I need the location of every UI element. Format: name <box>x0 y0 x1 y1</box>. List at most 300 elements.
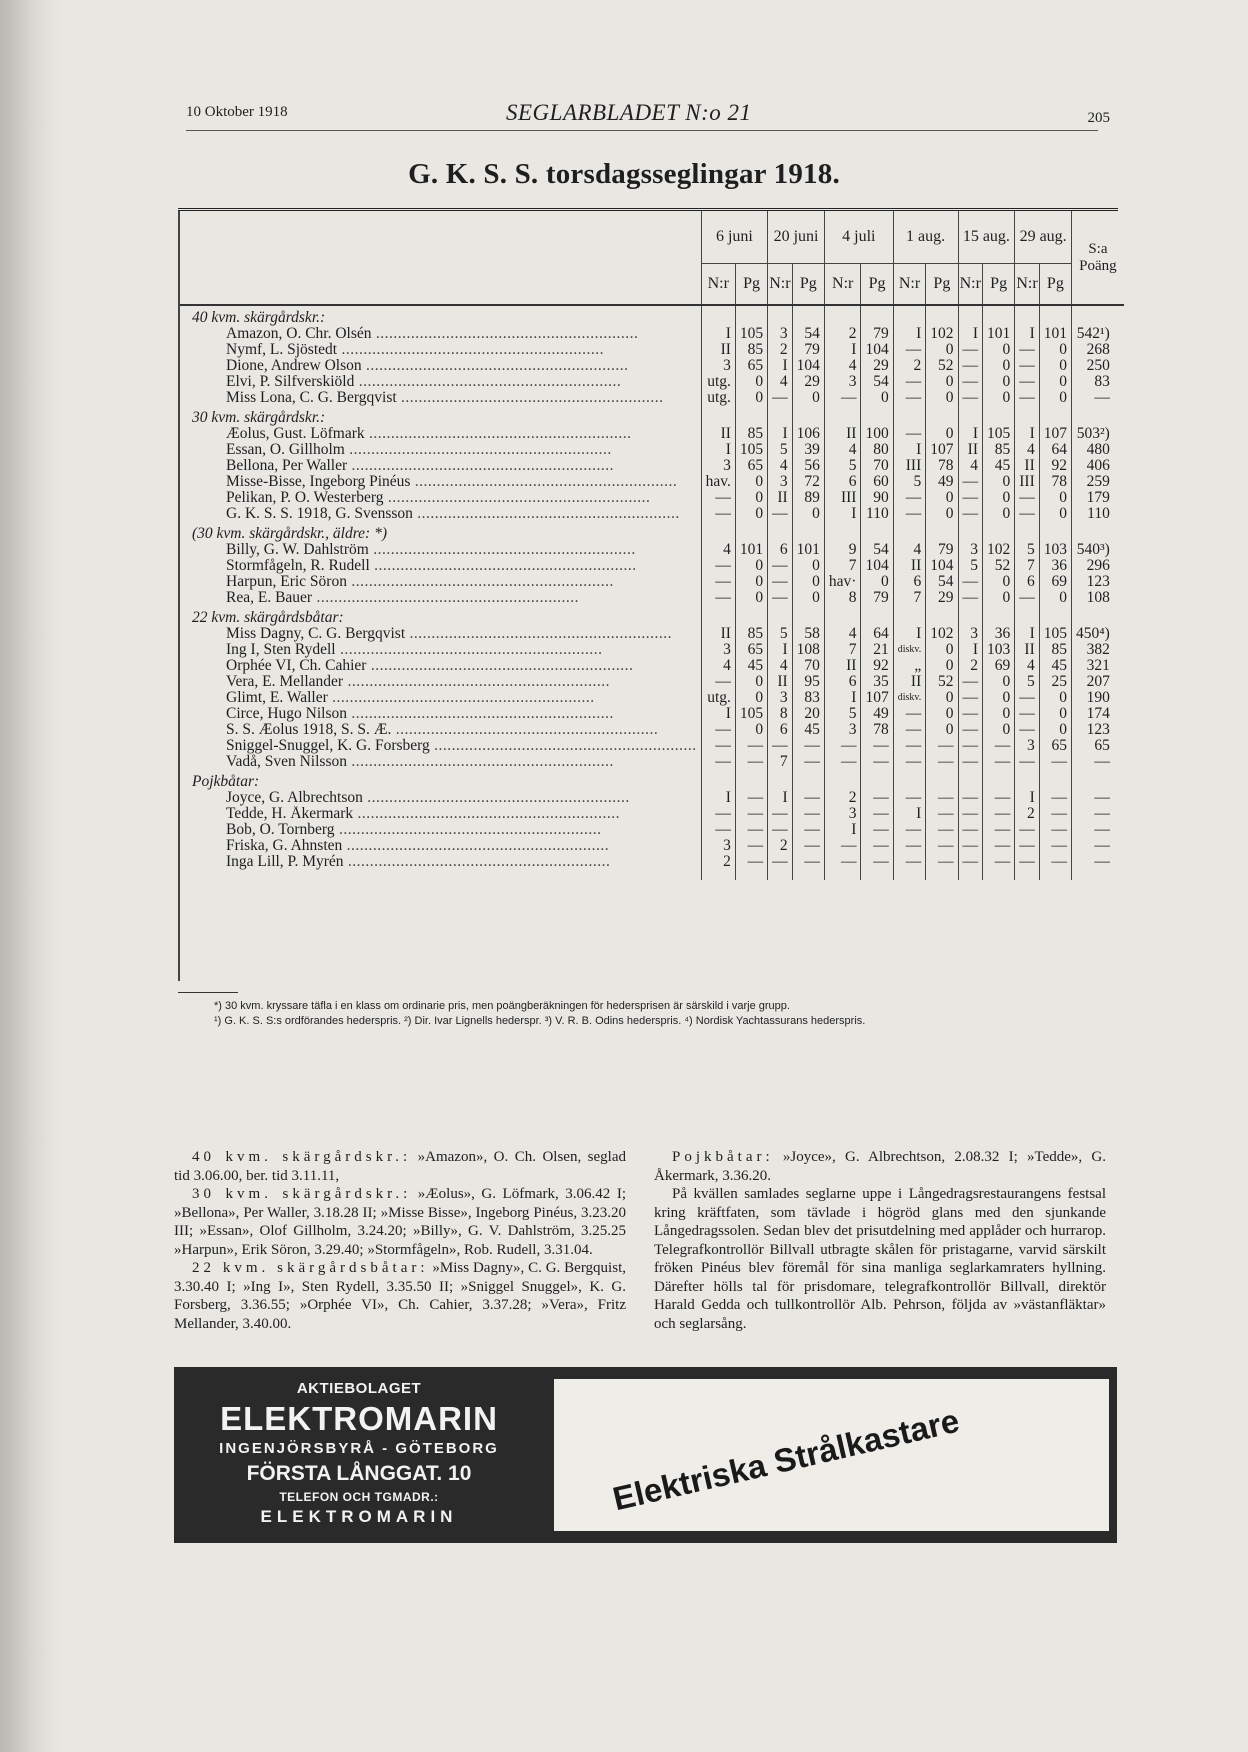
points-cell: 70 <box>792 658 824 674</box>
points-cell: — <box>861 838 893 854</box>
placing-cell: — <box>1015 722 1040 738</box>
article-column-right <box>654 1148 1106 1333</box>
empty-cell <box>792 770 824 790</box>
points-cell: 79 <box>792 342 824 358</box>
points-cell: 65 <box>735 642 767 658</box>
points-cell: 64 <box>1039 442 1071 458</box>
leader-dots: ............................................................ <box>369 558 637 574</box>
boat-owner-name: Harpun, Eric Söron <box>226 574 347 590</box>
empty-cell <box>792 522 824 542</box>
placing-cell: — <box>893 490 926 506</box>
class-group-row <box>178 305 1124 326</box>
points-cell: 0 <box>926 722 958 738</box>
points-cell: — <box>983 738 1015 754</box>
placing-cell: I <box>1015 326 1040 342</box>
points-cell: 104 <box>926 558 958 574</box>
points-cell: 0 <box>792 558 824 574</box>
empty-cell <box>983 522 1015 542</box>
paragraph-lead: Pojkbåtar: <box>672 1149 774 1165</box>
placing-cell: — <box>701 574 735 590</box>
points-cell: 0 <box>983 390 1015 406</box>
placing-cell: utg. <box>701 374 735 390</box>
boat-owner-cell <box>178 490 701 506</box>
points-cell: — <box>926 854 958 870</box>
boat-owner-cell <box>178 674 701 690</box>
points-cell: 102 <box>926 626 958 642</box>
placing-cell: diskv. <box>893 642 926 658</box>
class-group-label: 40 kvm. skärgårdskr.: <box>192 309 326 326</box>
placing-cell: 3 <box>1015 738 1040 754</box>
points-cell: 72 <box>792 474 824 490</box>
pg-header: Pg <box>792 264 824 306</box>
points-cell: 0 <box>926 374 958 390</box>
placing-cell: 3 <box>768 326 793 342</box>
placing-cell: — <box>958 358 983 374</box>
empty-cell <box>1015 522 1040 542</box>
table-row <box>178 490 1124 506</box>
placing-cell: II <box>768 490 793 506</box>
total-points-cell: 108 <box>1072 590 1124 606</box>
boat-owner-cell <box>178 390 701 406</box>
placing-cell: — <box>1015 506 1040 522</box>
table-row <box>178 674 1124 690</box>
boat-owner-name: Pelikan, P. O. Westerberg <box>226 490 384 506</box>
footnote-rule <box>178 992 238 993</box>
placing-cell: 4 <box>768 458 793 474</box>
points-cell: 0 <box>926 706 958 722</box>
empty-cell <box>958 406 983 426</box>
placing-cell: — <box>958 854 983 870</box>
points-cell: — <box>1039 806 1071 822</box>
placing-cell: 7 <box>768 754 793 770</box>
placing-cell: — <box>893 738 926 754</box>
total-points-cell: 382 <box>1072 642 1124 658</box>
points-cell: 0 <box>983 342 1015 358</box>
points-cell: 90 <box>861 490 893 506</box>
placing-cell: — <box>1015 754 1040 770</box>
points-cell: 89 <box>792 490 824 506</box>
points-cell: — <box>735 822 767 838</box>
total-points-cell: 83 <box>1072 374 1124 390</box>
placing-cell: — <box>768 822 793 838</box>
boat-owner-cell <box>178 542 701 558</box>
points-cell: 0 <box>983 474 1015 490</box>
placing-cell: I <box>701 706 735 722</box>
empty-cell <box>768 770 793 790</box>
placing-cell: III <box>824 490 861 506</box>
leader-dots: ............................................................ <box>410 474 678 490</box>
leader-dots: ............................................................ <box>383 490 651 506</box>
boat-owner-name: Vera, E. Mellander <box>226 674 344 690</box>
empty-cell <box>893 522 926 542</box>
points-cell: 107 <box>861 690 893 706</box>
placing-cell: — <box>958 706 983 722</box>
table-row <box>178 390 1124 406</box>
pg-header: Pg <box>983 264 1015 306</box>
points-cell: 29 <box>926 590 958 606</box>
placing-cell: — <box>1015 838 1040 854</box>
empty-cell <box>983 606 1015 626</box>
points-cell: 0 <box>735 374 767 390</box>
total-points-cell: 268 <box>1072 342 1124 358</box>
points-cell: 107 <box>1039 426 1071 442</box>
boat-owner-cell <box>178 642 701 658</box>
placing-cell: — <box>893 426 926 442</box>
points-cell: 0 <box>926 642 958 658</box>
article-paragraph <box>174 1148 626 1185</box>
leader-dots: ............................................................ <box>361 358 629 374</box>
empty-cell <box>861 305 893 326</box>
placing-cell: — <box>958 822 983 838</box>
empty-cell <box>1072 305 1124 326</box>
placing-cell: — <box>893 838 926 854</box>
placing-cell: II <box>701 342 735 358</box>
date-header: 1 aug. <box>893 211 958 264</box>
table-row <box>178 738 1124 754</box>
total-points-cell: 259 <box>1072 474 1124 490</box>
placing-cell: 6 <box>824 674 861 690</box>
empty-cell <box>701 522 735 542</box>
boat-owner-name: Misse-Bisse, Ingeborg Pinéus <box>226 474 411 490</box>
leader-dots: ............................................................ <box>343 674 610 690</box>
empty-cell <box>824 406 861 426</box>
points-cell: 56 <box>792 458 824 474</box>
leader-dots: ............................................................ <box>334 822 602 838</box>
points-cell: 49 <box>926 474 958 490</box>
total-points-cell: 207 <box>1072 674 1124 690</box>
placing-cell: — <box>768 558 793 574</box>
points-cell: 0 <box>1039 590 1071 606</box>
placing-cell: I <box>1015 426 1040 442</box>
table-row <box>178 822 1124 838</box>
points-cell: 0 <box>861 390 893 406</box>
total-points-cell: 123 <box>1072 574 1124 590</box>
total-points-cell: — <box>1072 754 1124 770</box>
points-cell: 45 <box>1039 658 1071 674</box>
placing-cell: II <box>893 558 926 574</box>
nr-header: N:r <box>1015 264 1040 306</box>
placing-cell: — <box>824 390 861 406</box>
advertisement-elektromarin <box>174 1367 544 1543</box>
placing-cell: — <box>1015 342 1040 358</box>
points-cell: 100 <box>861 426 893 442</box>
empty-cell <box>824 770 861 790</box>
boat-owner-name: Bob, O. Tornberg <box>226 822 335 838</box>
points-cell: 0 <box>735 590 767 606</box>
results-body <box>178 305 1124 880</box>
empty-cell <box>1015 406 1040 426</box>
boat-owner-name: Billy, G. W. Dahlström <box>226 542 369 558</box>
placing-cell: utg. <box>701 390 735 406</box>
leader-dots: ............................................................ <box>346 754 614 770</box>
points-cell: 54 <box>926 574 958 590</box>
placing-cell: 4 <box>768 658 793 674</box>
class-group-row <box>178 770 1124 790</box>
publication-title: SEGLARBLADET N:o 21 <box>506 100 752 125</box>
table-row <box>178 590 1124 606</box>
placing-cell: — <box>701 674 735 690</box>
empty-cell <box>792 406 824 426</box>
points-cell: 0 <box>792 590 824 606</box>
table-row <box>178 690 1124 706</box>
boat-owner-cell <box>178 590 701 606</box>
boat-owner-cell <box>178 838 701 854</box>
boat-owner-cell <box>178 706 701 722</box>
empty-cell <box>824 522 861 542</box>
placing-cell: — <box>893 854 926 870</box>
points-cell: — <box>983 822 1015 838</box>
points-cell: 36 <box>983 626 1015 642</box>
table-row <box>178 854 1124 870</box>
empty-cell <box>893 606 926 626</box>
ad-telephone-label: TELEFON OCH TGMADR.: <box>279 1490 439 1504</box>
placing-cell: — <box>701 754 735 770</box>
boat-owner-name: Glimt, E. Waller <box>226 690 328 706</box>
empty-cell <box>701 606 735 626</box>
advertisement-searchlights <box>544 1367 1117 1543</box>
points-cell: 104 <box>861 342 893 358</box>
placing-cell: II <box>768 674 793 690</box>
points-cell: — <box>983 790 1015 806</box>
paragraph-text: »Æolus», G. Löfmark, 3.06.42 I; »Bellona», Per Waller, 3.18.28 II; »Misse Bisse», Ingeborg Pinéus, 3.23.20 III; »Essan», Olof Gillholm, 3.24.20; »Billy», G. V. Dahlström, 3.25.25 »Harpun», Erik Söron, 3.29.40; »Stormfågeln», Rob. Rudell, 3.31.04. <box>174 1186 626 1258</box>
empty-cell <box>824 305 861 326</box>
points-cell: 0 <box>1039 374 1071 390</box>
ad-telegram-address: ELEKTROMARIN <box>260 1507 458 1526</box>
date-header: 6 juni <box>701 211 768 264</box>
boat-owner-cell <box>178 342 701 358</box>
boat-owner-name: Joyce, G. Albrechtson <box>226 790 363 806</box>
empty-cell <box>1039 305 1071 326</box>
points-cell: 108 <box>792 642 824 658</box>
points-cell: 52 <box>983 558 1015 574</box>
placing-cell: 3 <box>824 806 861 822</box>
empty-cell <box>792 870 824 880</box>
boat-owner-name: Nymf, L. Sjöstedt <box>226 342 338 358</box>
class-group-row <box>178 406 1124 426</box>
points-cell: 78 <box>926 458 958 474</box>
boat-owner-name: Miss Dagny, C. G. Bergqvist <box>226 626 406 642</box>
placing-cell: 5 <box>1015 542 1040 558</box>
placing-cell: III <box>1015 474 1040 490</box>
placing-cell: 2 <box>824 790 861 806</box>
table-row <box>178 426 1124 442</box>
points-cell: 83 <box>792 690 824 706</box>
boat-owner-name: G. K. S. S. 1918, G. Svensson <box>226 506 413 522</box>
placing-cell: — <box>958 590 983 606</box>
placing-cell: 7 <box>824 642 861 658</box>
empty-cell <box>861 406 893 426</box>
pg-header: Pg <box>735 264 767 306</box>
placing-cell: — <box>768 806 793 822</box>
placing-cell: „ <box>893 658 926 674</box>
placing-cell: 4 <box>701 658 735 674</box>
placing-cell: — <box>958 790 983 806</box>
total-points-cell: 406 <box>1072 458 1124 474</box>
points-cell: — <box>861 790 893 806</box>
points-cell: 0 <box>861 574 893 590</box>
placing-cell: I <box>768 642 793 658</box>
placing-cell: 3 <box>701 458 735 474</box>
points-cell: 0 <box>735 722 767 738</box>
empty-cell <box>1039 406 1071 426</box>
paragraph-text: På kvällen samlades seglarne uppe i Långedragsrestaurangens festsal kring kräftfaten, som tävlade i högröd glans med den sjunkande Långedragssolen. Sedan blev det prisutdelning med applåder och hurrarop. Telegrafkontrollör Billvall utbragte skålen för pristagarne, varvid särskilt fröken Pinéus blev föremål för sina manliga seglarkamraters hyllning. Därefter hölls tal för prisdomare, telegrafkontrollör Billvall, direktör Harald Gedda och tullkontrollör Alb. Pehrson, följda av »västanfläktar» och seglarsång. <box>654 1186 1106 1332</box>
table-row <box>178 542 1124 558</box>
placing-cell: — <box>958 722 983 738</box>
class-group-label: (30 kvm. skärgårdskr., äldre: *) <box>192 525 388 542</box>
empty-cell <box>926 770 958 790</box>
placing-cell: II <box>1015 642 1040 658</box>
placing-cell: I <box>824 822 861 838</box>
placing-cell: 4 <box>893 542 926 558</box>
leader-dots: ............................................................ <box>412 506 680 522</box>
empty-cell <box>861 606 893 626</box>
ad-panel <box>554 1379 1109 1531</box>
points-cell: 0 <box>983 358 1015 374</box>
placing-cell: — <box>958 738 983 754</box>
empty-cell <box>768 305 793 326</box>
placing-cell: 4 <box>701 542 735 558</box>
points-cell: — <box>735 854 767 870</box>
empty-cell <box>1072 406 1124 426</box>
placing-cell: 3 <box>701 358 735 374</box>
placing-cell: — <box>893 722 926 738</box>
placing-cell: I <box>824 342 861 358</box>
points-cell: 105 <box>983 426 1015 442</box>
total-points-cell: 65 <box>1072 738 1124 754</box>
total-points-cell: 190 <box>1072 690 1124 706</box>
placing-cell: diskv. <box>893 690 926 706</box>
total-points-cell: 503²) <box>1072 426 1124 442</box>
points-cell: 0 <box>735 474 767 490</box>
points-cell: — <box>983 754 1015 770</box>
total-points-cell: — <box>1072 806 1124 822</box>
points-cell: — <box>983 838 1015 854</box>
boat-owner-cell <box>178 790 701 806</box>
points-cell: 105 <box>735 442 767 458</box>
points-cell: 0 <box>1039 358 1071 374</box>
points-cell: 29 <box>861 358 893 374</box>
points-cell: 78 <box>861 722 893 738</box>
placing-cell: II <box>701 426 735 442</box>
placing-cell: I <box>958 426 983 442</box>
empty-cell <box>1039 770 1071 790</box>
boat-owner-name: Dione, Andrew Olson <box>226 358 362 374</box>
nr-header: N:r <box>893 264 926 306</box>
points-cell: 54 <box>792 326 824 342</box>
placing-cell: 4 <box>958 458 983 474</box>
empty-cell <box>958 606 983 626</box>
leader-dots: ............................................................ <box>353 806 621 822</box>
empty-cell <box>824 606 861 626</box>
empty-cell <box>958 870 983 880</box>
placing-cell: 2 <box>701 854 735 870</box>
points-cell: 0 <box>1039 490 1071 506</box>
points-cell: 36 <box>1039 558 1071 574</box>
leader-dots: ............................................................ <box>342 838 610 854</box>
total-points-cell: 110 <box>1072 506 1124 522</box>
placing-cell: 3 <box>824 722 861 738</box>
placing-cell: III <box>893 458 926 474</box>
paragraph-text: »Miss Dagny», C. G. Bergquist, 3.30.40 I; »Ing I», Sten Rydell, 3.35.50 II; »Sniggel Snuggel», K. G. Forsberg, 3.36.55; »Orphée VI», Ch. Cahier, 3.37.28; »Vera», Fritz Mellander, 3.40.00. <box>174 1260 626 1332</box>
points-cell: 95 <box>792 674 824 690</box>
empty-cell <box>1072 770 1124 790</box>
leader-dots: ............................................................ <box>362 790 630 806</box>
points-cell: — <box>792 838 824 854</box>
boat-owner-cell <box>178 738 701 754</box>
points-cell: 0 <box>735 674 767 690</box>
empty-cell <box>926 522 958 542</box>
ad-company-desc: INGENJÖRSBYRÅ - GÖTEBORG <box>219 1440 499 1457</box>
empty-cell <box>1015 305 1040 326</box>
points-cell: 70 <box>861 458 893 474</box>
points-cell: 0 <box>735 390 767 406</box>
total-header-line: Poäng <box>1079 257 1117 274</box>
issue-date: 10 Oktober 1918 <box>186 104 288 120</box>
placing-cell: 7 <box>824 558 861 574</box>
article-paragraph <box>654 1185 1106 1333</box>
points-cell: 101 <box>735 542 767 558</box>
empty-cell <box>792 305 824 326</box>
points-cell: 0 <box>983 374 1015 390</box>
points-cell: 52 <box>926 358 958 374</box>
points-cell: — <box>926 754 958 770</box>
placing-cell: I <box>701 442 735 458</box>
placing-cell: — <box>701 806 735 822</box>
points-cell: 49 <box>861 706 893 722</box>
placing-cell: — <box>768 854 793 870</box>
table-row <box>178 326 1124 342</box>
empty-cell <box>768 522 793 542</box>
leader-dots: ............................................................ <box>368 542 636 558</box>
points-cell: 0 <box>926 506 958 522</box>
empty-cell <box>701 406 735 426</box>
placing-cell: — <box>893 342 926 358</box>
placing-cell: — <box>893 374 926 390</box>
nr-header: N:r <box>768 264 793 306</box>
placing-cell: — <box>958 390 983 406</box>
empty-cell <box>824 870 861 880</box>
ad-address: FÖRSTA LÅNGGAT. 10 <box>246 1462 472 1485</box>
placing-cell: — <box>893 822 926 838</box>
empty-cell <box>861 870 893 880</box>
boat-owner-name: Ing I, Sten Rydell <box>226 642 336 658</box>
total-points-cell: 250 <box>1072 358 1124 374</box>
total-points-cell: — <box>1072 790 1124 806</box>
total-points-cell: — <box>1072 822 1124 838</box>
placing-cell: I <box>893 442 926 458</box>
points-cell: 39 <box>792 442 824 458</box>
placing-cell: 3 <box>958 542 983 558</box>
placing-cell: 5 <box>824 458 861 474</box>
placing-cell: II <box>824 658 861 674</box>
points-cell: 0 <box>926 390 958 406</box>
points-cell: 0 <box>926 658 958 674</box>
placing-cell: — <box>824 838 861 854</box>
placing-cell: I <box>1015 626 1040 642</box>
points-cell: — <box>861 822 893 838</box>
table-row <box>178 458 1124 474</box>
total-points-cell: 179 <box>1072 490 1124 506</box>
table-row <box>178 626 1124 642</box>
empty-cell <box>792 606 824 626</box>
boat-owner-name: Vadå, Sven Nilsson <box>226 754 347 770</box>
paragraph-lead: 40 kvm. skärgårdskr.: <box>192 1149 412 1165</box>
nr-header: N:r <box>824 264 861 306</box>
points-cell: 45 <box>792 722 824 738</box>
placing-cell: — <box>1015 358 1040 374</box>
points-cell: 64 <box>861 626 893 642</box>
boat-owner-cell <box>178 574 701 590</box>
